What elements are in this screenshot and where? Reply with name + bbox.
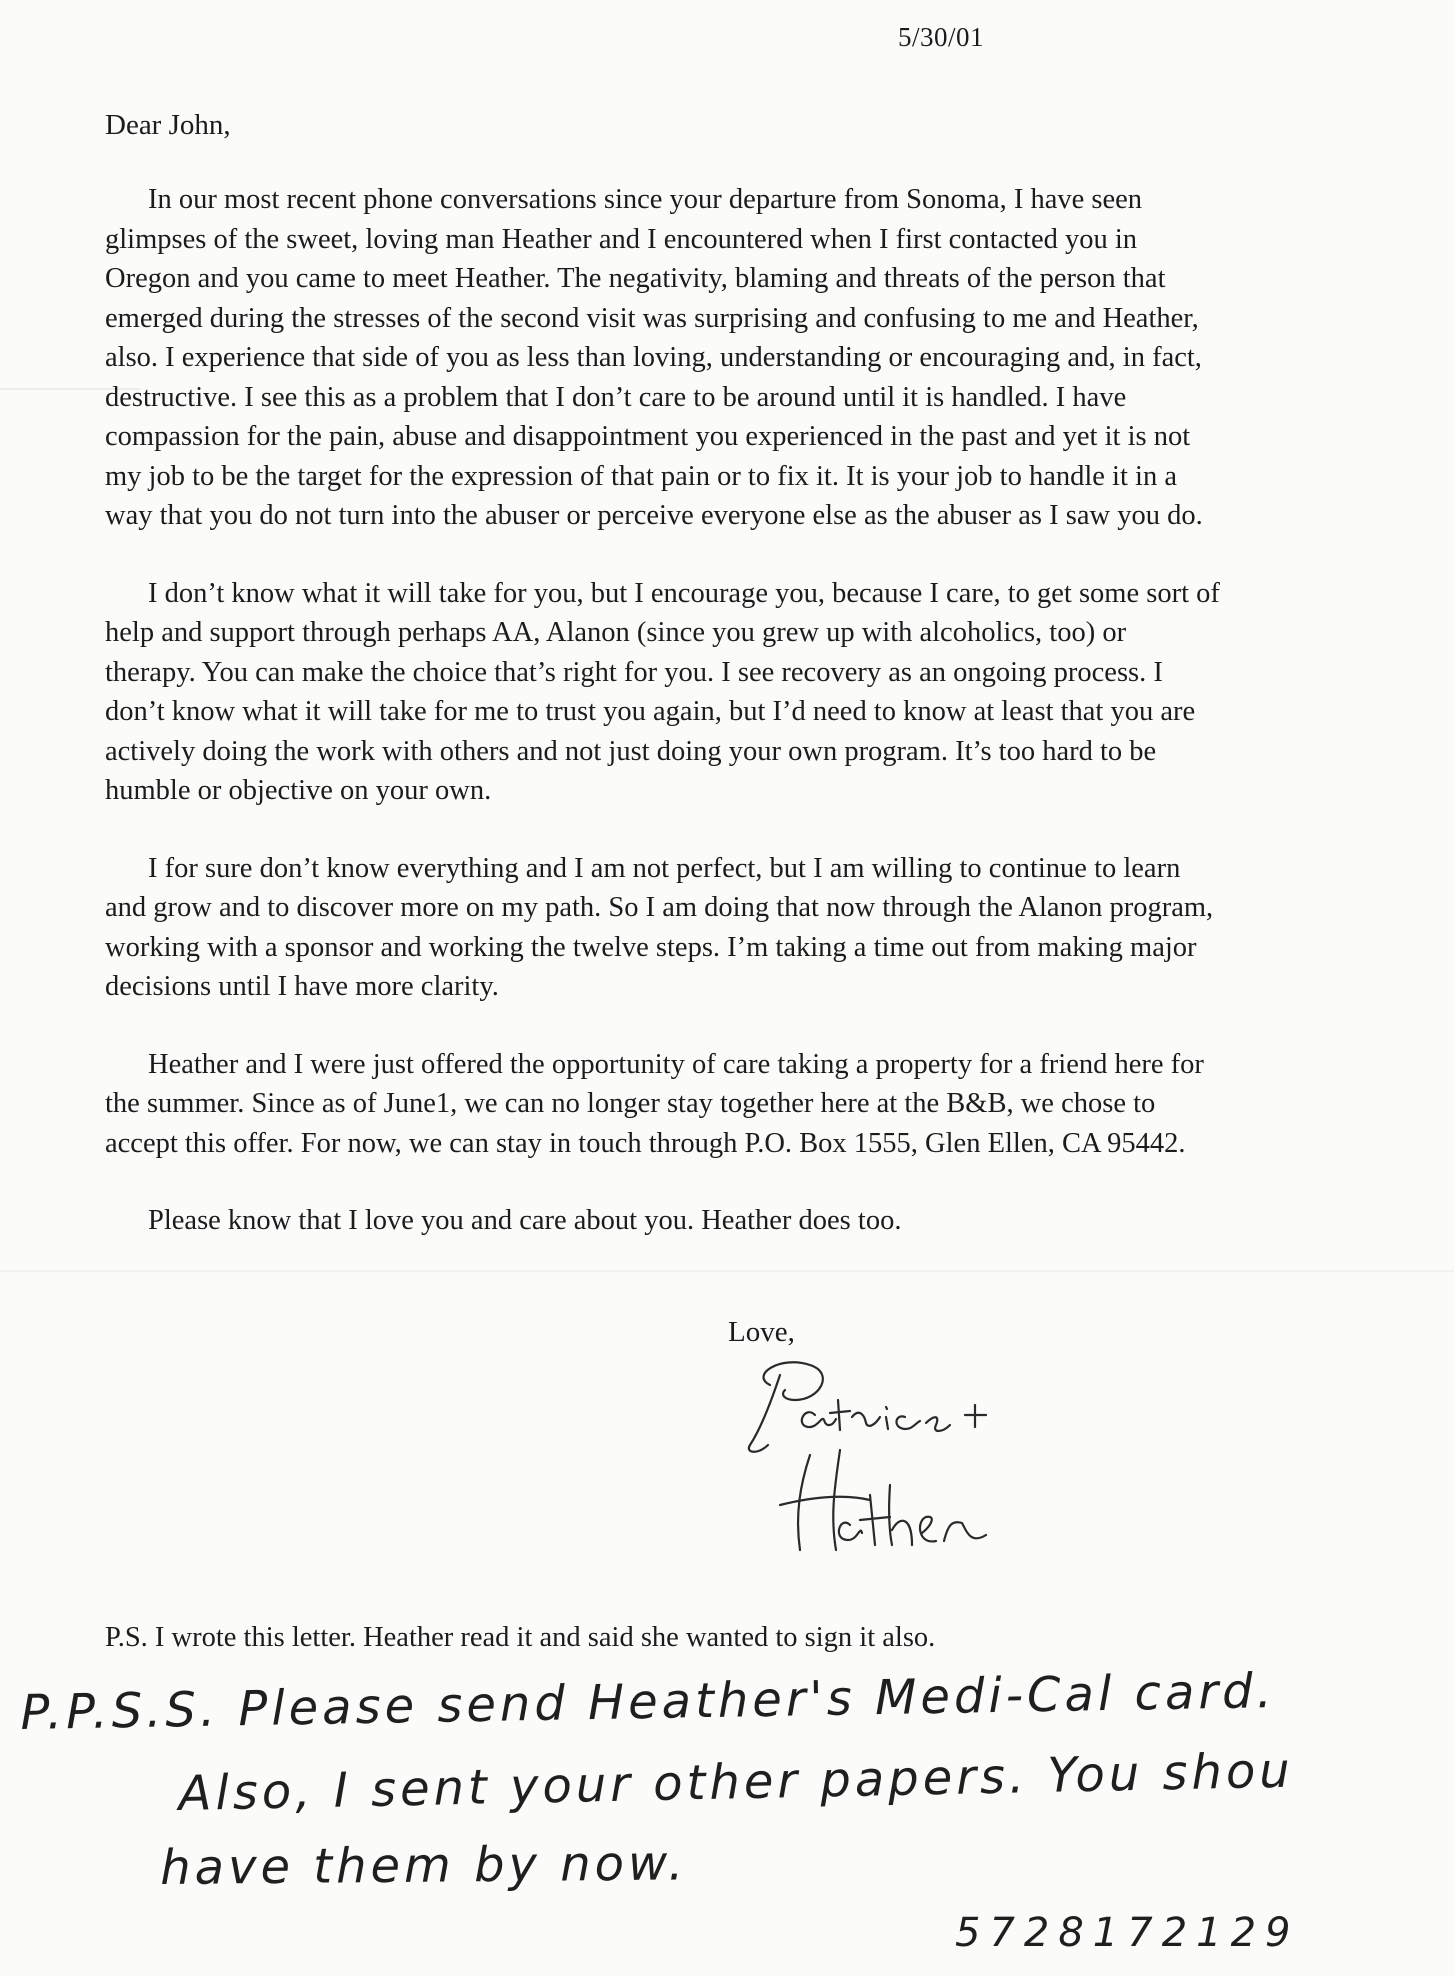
paragraph-1: In our most recent phone conversations since your departure from Sonoma, I have seen glimpses of the sweet, loving man Heather and I encountered when I first contacted you in Oregon and you came to meet Heather. The negativity, blaming and threats of the person that emerged during the stresses of the second visit was surprising and confusing to me and Heather, also. I experience that side of you as less than loving, understanding or encouraging and, in fact, destructive. I see this as a problem that I don’t care to be around until it is handled. I have compassion for the pain, abuse and disappointment you experienced in the past and yet it is not my job to be the target for the expression of that pain or to fix it. It is your job to handle it in a way that you do not turn into the abuser or perceive everyone else as the abuser as I saw you do. <box>105 184 1203 531</box>
paragraph-4: Heather and I were just offered the opportunity of care taking a property for a friend here for the summer. Since as of June1, we can no longer stay together here at the B&B, we chose to accept this offer. For now, we can stay in touch through P.O. Box 1555, Glen Ellen, CA 95442. <box>105 1048 1204 1159</box>
letter-body <box>105 180 1405 1279</box>
closing: Love, <box>728 1316 795 1348</box>
handwritten-pps-line-1: P.P.S.S. Please send Heather's Medi-Cal card. <box>20 1663 1277 1741</box>
handwritten-signature <box>740 1345 1070 1575</box>
handwritten-phone-number: 5728172129 <box>955 1910 1300 1956</box>
letter-date: 5/30/01 <box>898 22 985 52</box>
handwritten-pps-line-2: Also, I sent your other papers. You shou <box>178 1742 1295 1822</box>
paragraph-3: I for sure don’t know everything and I am not perfect, but I am willing to continue to learn and grow and to discover more on my path. So I am doing that now through the Alanon program, working with a sponsor and working the twelve steps. I’m taking a time out from making major decisions until I have more clarity. <box>105 852 1214 1002</box>
handwritten-pps-line-3: have them by now. <box>160 1835 688 1896</box>
salutation: Dear John, <box>105 109 231 141</box>
paragraph-2: I don’t know what it will take for you, but I encourage you, because I care, to get some sort of help and support through perhaps AA, Alanon (since you grew up with alcoholics, too) or therapy. You can make the choice that’s right for you. I see recovery as an ongoing process. I don’t know what it will take for me to trust you again, but I’d need to know at least that you are actively doing the work with others and not just doing your own program. It’s too hard to be humble or objective on your own. <box>105 577 1220 806</box>
paragraph-5: Please know that I love you and care about you. Heather does too. <box>148 1205 902 1236</box>
postscript: P.S. I wrote this letter. Heather read it and said she wanted to sign it also. <box>105 1622 936 1653</box>
